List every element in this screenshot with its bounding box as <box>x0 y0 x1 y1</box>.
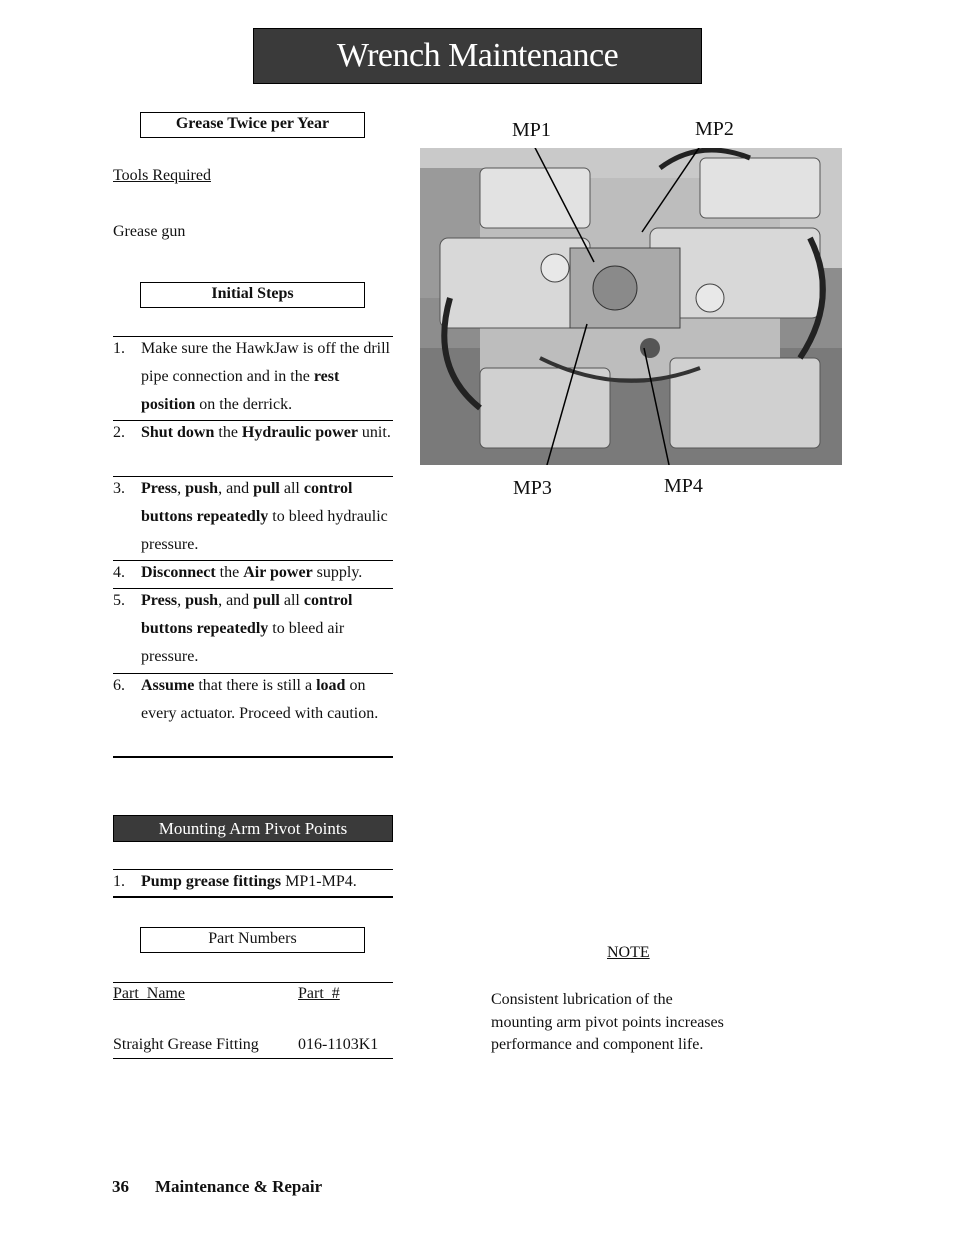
step-text-run: the <box>215 564 244 581</box>
step-bold: Pump grease fittings <box>141 873 282 890</box>
mp3-label: MP3 <box>513 477 552 499</box>
step-bold-run: Press <box>141 592 178 609</box>
note-heading: NOTE <box>607 944 650 961</box>
step-bold-run: Disconnect <box>141 564 216 581</box>
step-item <box>113 419 393 447</box>
step-text <box>141 587 393 671</box>
step-bold-run: Shut down <box>141 424 215 441</box>
step-number: 2. <box>113 424 125 441</box>
tools-item: Grease gun <box>113 223 186 240</box>
step-text <box>141 335 393 419</box>
step-text-run: all <box>279 592 304 609</box>
step-bold-run: rest position <box>141 368 340 413</box>
page-number: 36 <box>112 1177 129 1196</box>
part-numbers-label: Part Numbers <box>140 927 365 953</box>
note-body <box>491 989 724 1057</box>
step-bold-run: pull <box>253 480 280 497</box>
step-bold-run: pull <box>253 592 280 609</box>
step-number: 1. <box>113 873 125 890</box>
step-item <box>113 475 393 559</box>
mounting-section-label: Mounting Arm Pivot Points <box>113 815 393 842</box>
step-text-run: on the derrick. <box>195 396 293 413</box>
mounting-bottom-rule <box>113 896 393 898</box>
tools-heading: Tools Required <box>113 167 211 184</box>
step-text-run: on every actuator. Proceed with caution. <box>141 677 379 722</box>
mp1-label: MP1 <box>512 119 551 141</box>
parts-top-rule <box>113 982 393 983</box>
step-bold-run: Air power <box>243 564 313 581</box>
step-text-run: Make sure the HawkJaw is off the drill pipe connection and in the <box>141 340 390 385</box>
page-title: Wrench Maintenance <box>253 28 702 84</box>
step-bold-run: push <box>185 592 219 609</box>
step-text-run: to bleed air pressure. <box>141 620 345 665</box>
step-number: 6. <box>113 677 125 694</box>
mp2-label: MP2 <box>695 118 734 140</box>
step-bold-run: control buttons repeatedly <box>141 480 353 525</box>
step-text <box>141 475 393 559</box>
schedule-label: Grease Twice per Year <box>140 112 365 138</box>
mp4-label: MP4 <box>664 475 703 497</box>
parts-bottom-rule <box>113 1058 393 1059</box>
step-text <box>141 672 393 728</box>
parts-col-name: Part Name <box>113 985 185 1002</box>
part-name: Straight Grease Fitting <box>113 1036 259 1053</box>
note-line: performance and component life. <box>491 1036 704 1053</box>
step-number: 1. <box>113 340 125 357</box>
step-text-run: the <box>214 424 242 441</box>
step-bold-run: push <box>185 480 219 497</box>
step-text <box>141 419 393 447</box>
step-number: 3. <box>113 480 125 497</box>
step-bold-run: load <box>316 677 346 694</box>
mounting-step <box>113 868 393 896</box>
step-number: 4. <box>113 564 125 581</box>
wrench-photo <box>420 148 842 465</box>
step-item <box>113 672 393 728</box>
initial-steps-label: Initial Steps <box>140 282 365 308</box>
step-text-run: , and <box>218 592 254 609</box>
step-bold-run: Hydraulic power <box>241 424 358 441</box>
step-text-run: unit. <box>357 424 391 441</box>
step-item <box>113 335 393 419</box>
footer-section: Maintenance & Repair <box>155 1177 323 1196</box>
step-text-run: , <box>177 480 186 497</box>
step-text-run: that there is still a <box>194 677 317 694</box>
step-item <box>113 587 393 671</box>
step-rest: MP1-MP4. <box>281 873 357 890</box>
step-text-run: supply. <box>312 564 363 581</box>
step-text-run: , <box>177 592 186 609</box>
step-text-run: all <box>279 480 304 497</box>
step-bold-run: Assume <box>141 677 195 694</box>
parts-col-num: Part # <box>298 985 340 1002</box>
step-text <box>141 868 393 896</box>
step-text <box>141 559 393 587</box>
step-bold-run: Press <box>141 480 178 497</box>
steps-bottom-rule <box>113 756 393 758</box>
step-item <box>113 559 393 587</box>
step-number: 5. <box>113 592 125 609</box>
step-bold-run: control buttons repeatedly <box>141 592 353 637</box>
step-text-run: to bleed hydraulic pressure. <box>141 508 388 553</box>
note-line: mounting arm pivot points increases <box>491 1013 724 1031</box>
part-number: 016-1103K1 <box>298 1036 379 1053</box>
step-text-run: , and <box>218 480 254 497</box>
note-line: Consistent lubrication of the <box>491 991 673 1008</box>
